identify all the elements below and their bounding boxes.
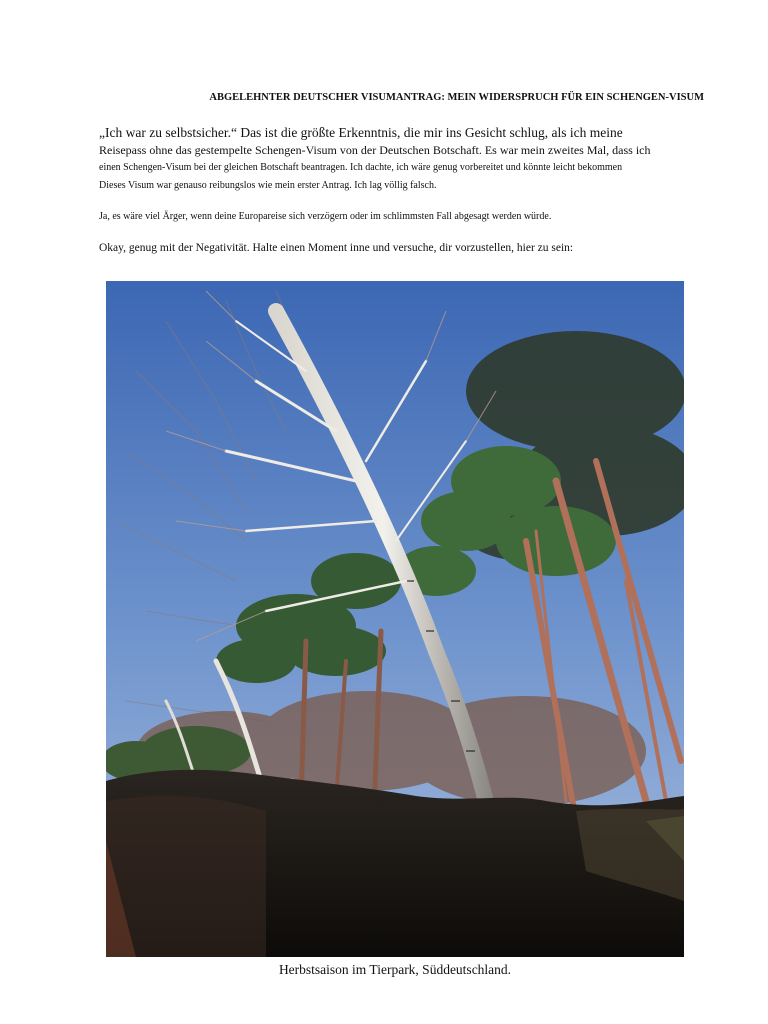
body-line-4: Dieses Visum war genauso reibungslos wie mein erster Antrag. Ich lag völlig falsch. (99, 180, 437, 191)
forest-photo-illustration (106, 281, 684, 957)
body-line-1: „Ich war zu selbstsicher.“ Das ist die größte Erkenntnis, die mir ins Gesicht schlug, als ich meine (99, 125, 623, 140)
forest-photo (106, 281, 684, 957)
body-line-6: Okay, genug mit der Negativität. Halte einen Moment inne und versuche, dir vorzustellen, hier zu sein: (99, 242, 574, 254)
body-line-5: Ja, es wäre viel Ärger, wenn deine Europareise sich verzögern oder im schlimmsten Fall abgesagt werden würde. (99, 211, 552, 222)
body-line-2: Reisepass ohne das gestempelte Schengen-Visum von der Deutschen Botschaft. Es war mein zweites Mal, dass ich (99, 143, 651, 157)
document-title: ABGELEHNTER DEUTSCHER VISUMANTRAG: MEIN WIDERSPRUCH FÜR EIN SCHENGEN-VISUM (209, 92, 704, 103)
figure-caption: Herbstsaison im Tierpark, Süddeutschland. (278, 962, 512, 977)
body-line-3: einen Schengen-Visum bei der gleichen Botschaft beantragen. Ich dachte, ich wäre genug vorbereitet und könnte leicht bekommen (99, 162, 623, 173)
